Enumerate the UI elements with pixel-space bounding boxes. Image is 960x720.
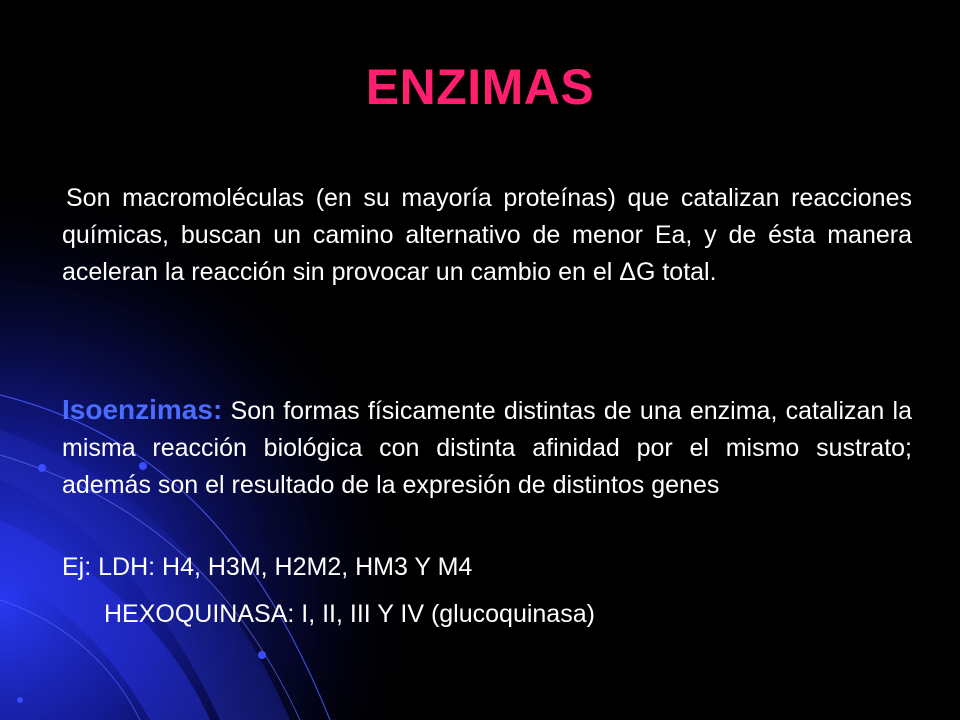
isoenzymes-paragraph [62,391,912,504]
example-ldh: Ej: LDH: H4, H3M, H2M2, HM3 Y M4 [62,553,473,581]
isoenzymes-label: Isoenzimas: [62,394,223,425]
decor-dot [258,651,266,659]
slide-title: ENZIMAS [365,59,595,115]
intro-paragraph: Son macromoléculas (en su mayoría proteínas) que catalizan reacciones químicas, buscan un camino alternativo de menor Ea, y de ésta manera aceleran la reacción sin provocar un cambio en el ΔG total. [62,184,912,286]
decor-dot [38,464,46,472]
isoenzymes-definition: Son formas físicamente distintas de una enzima, catalizan la misma reacción biológica con distinta afinidad por el mismo sustrato; además son el resultado de la expresión de distintos genes [62,397,912,499]
decor-dot [17,697,23,703]
example-hexoquinasa: HEXOQUINASA: I, II, III Y IV (glucoquinasa) [104,600,595,628]
